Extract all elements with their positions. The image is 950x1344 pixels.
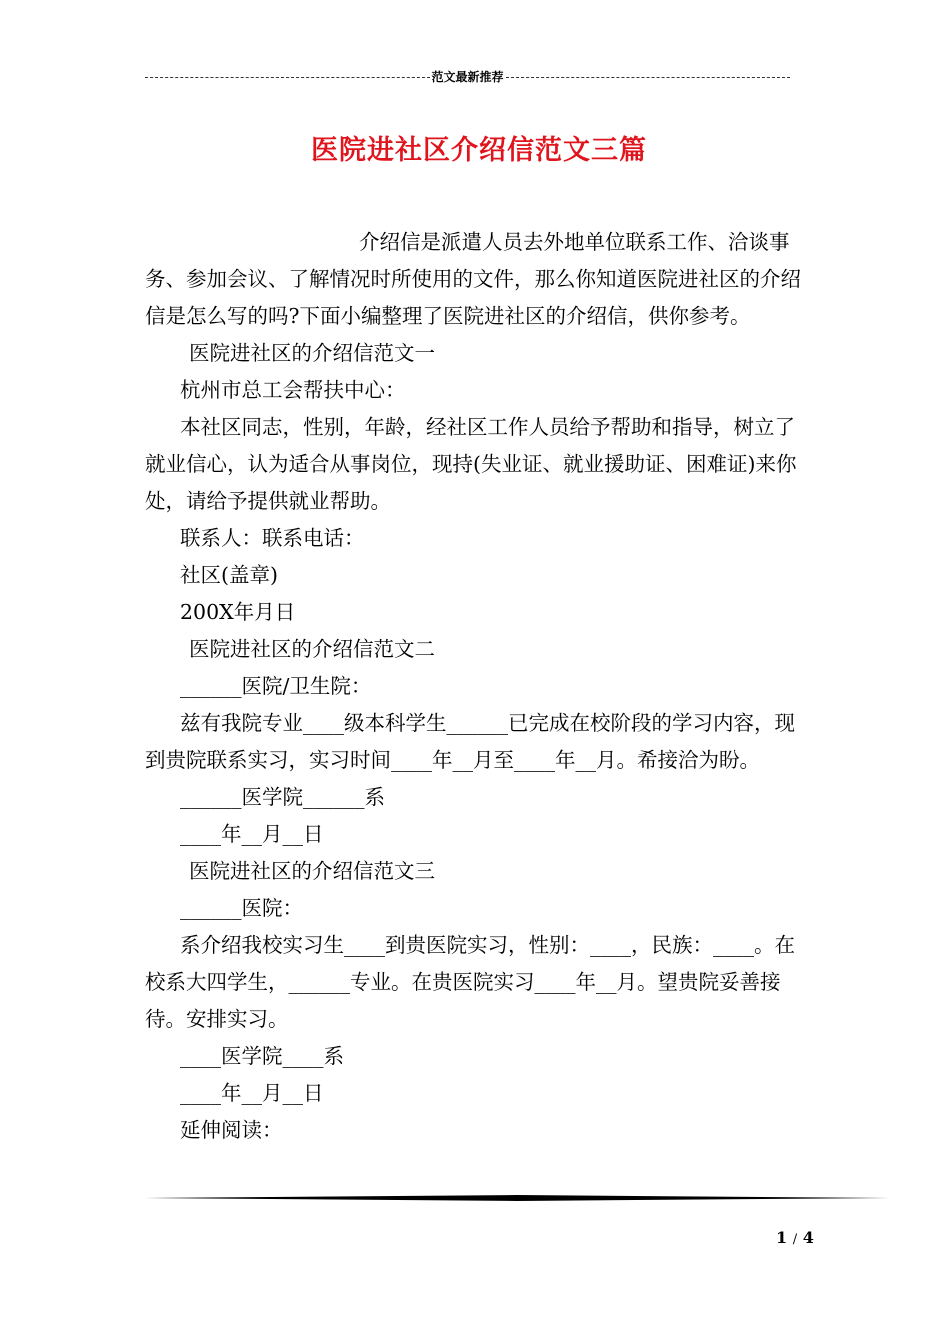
section-3-heading: 医院进社区的介绍信范文三 bbox=[189, 859, 435, 883]
section-1-body: 本社区同志，性别，年龄，经社区工作人员给予帮助和指导，树立了就业信心，认为适合从事岗位，现持(失业证、就业援助证、困难证)来你处，请给予提供就业帮助。 bbox=[145, 415, 797, 513]
extended-reading-label: 延伸阅读： bbox=[180, 1118, 283, 1142]
page-header bbox=[145, 66, 790, 86]
page-total: 4 bbox=[802, 1228, 814, 1247]
section-1-heading: 医院进社区的介绍信范文一 bbox=[189, 341, 435, 365]
page-current: 1 bbox=[776, 1228, 788, 1247]
section-2-heading: 医院进社区的介绍信范文二 bbox=[189, 637, 435, 661]
section-1-seal: 社区(盖章) bbox=[180, 563, 278, 587]
section-3-date: ____年__月__日 bbox=[180, 1081, 324, 1105]
section-3-addressee: ______医院： bbox=[180, 896, 303, 920]
page-number bbox=[776, 1228, 814, 1247]
header-dash-right bbox=[506, 77, 791, 78]
header-dash-left bbox=[145, 77, 430, 78]
section-1-addressee: 杭州市总工会帮扶中心： bbox=[180, 378, 406, 402]
section-3-body: 系介绍我校实习生____到贵医院实习，性别：____，民族：____。在校系大四学生，______专业。在贵医院实习____年__月。望贵院妥善接待。安排实习。 bbox=[145, 933, 795, 1031]
section-2-addressee: ______医院/卫生院： bbox=[180, 674, 372, 698]
document-title: 医院进社区介绍信范文三篇 bbox=[311, 135, 647, 166]
section-2-date: ____年__月__日 bbox=[180, 822, 324, 846]
section-2-body: 兹有我院专业____级本科学生______已完成在校阶段的学习内容，现到贵院联系实习，实习时间____年__月至____年__月。希接洽为盼。 bbox=[145, 711, 795, 772]
intro-paragraph: 介绍信是派遣人员去外地单位联系工作、洽谈事务、参加会议、了解情况时所使用的文件，那么你知道医院进社区的介绍信是怎么写的吗?下面小编整理了医院进社区的介绍信，供你参考。 bbox=[145, 230, 801, 328]
section-1-contact: 联系人：联系电话： bbox=[180, 526, 365, 550]
section-2-sign: ______医学院______系 bbox=[180, 785, 385, 809]
footer-rule bbox=[145, 1195, 890, 1201]
header-text: 范文最新推荐 bbox=[431, 69, 504, 84]
page-separator: / bbox=[792, 1232, 798, 1247]
document-body bbox=[145, 224, 810, 1149]
section-1-date: 200X年月日 bbox=[180, 600, 296, 624]
section-3-sign: ____医学院____系 bbox=[180, 1044, 344, 1068]
